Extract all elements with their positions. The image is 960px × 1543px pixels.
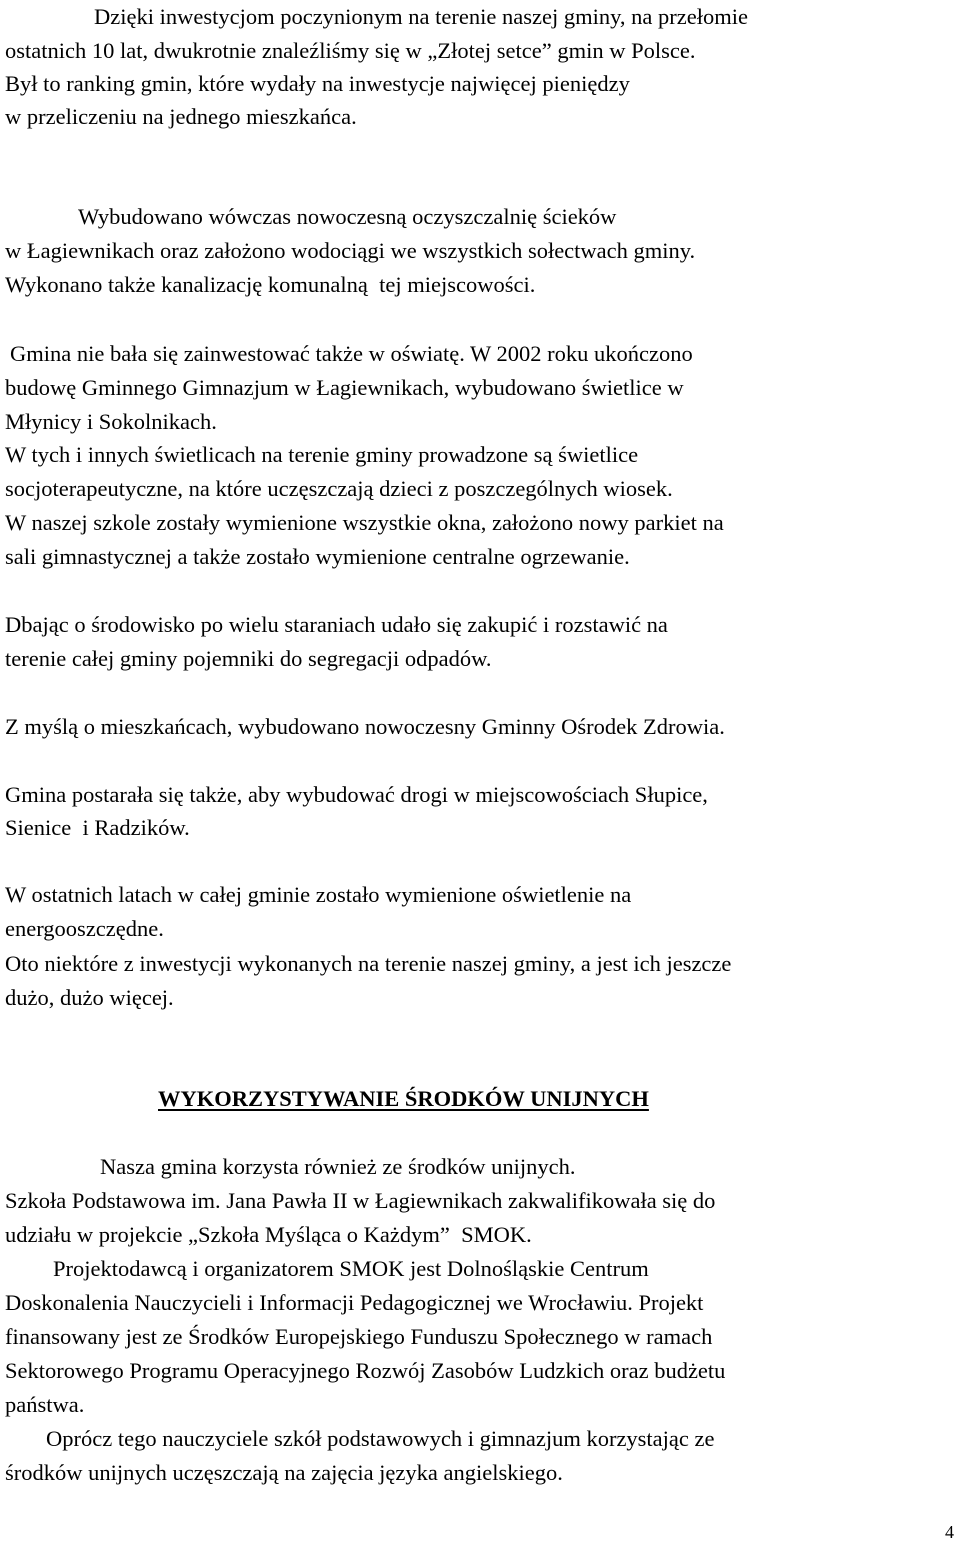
text-line: Sektorowego Programu Operacyjnego Rozwój Zasobów Ludzkich oraz budżetu — [5, 1358, 726, 1383]
text-line: budowę Gminnego Gimnazjum w Łagiewnikach, wybudowano świetlice w — [5, 375, 684, 400]
text-line: Gmina nie bała się zainwestować także w oświatę. W 2002 roku ukończono — [10, 341, 693, 366]
text-line: socjoterapeutyczne, na które uczęszczają dzieci z poszczególnych wiosek. — [5, 476, 673, 501]
text-line: Z myślą o mieszkańcach, wybudowano nowoczesny Gminny Ośrodek Zdrowia. — [5, 714, 725, 739]
text-line: W naszej szkole zostały wymienione wszystkie okna, założono nowy parkiet na — [5, 510, 724, 535]
text-line: Sienice i Radzików. — [5, 815, 190, 840]
page-number: 4 — [945, 1522, 954, 1542]
text-line: finansowany jest ze Środków Europejskiego Funduszu Społecznego w ramach — [5, 1324, 713, 1349]
text-line: środków unijnych uczęszczają na zajęcia języka angielskiego. — [5, 1460, 563, 1485]
text-line: Oprócz tego nauczyciele szkół podstawowych i gimnazjum korzystając ze — [46, 1426, 715, 1451]
text-line: terenie całej gminy pojemniki do segregacji odpadów. — [5, 646, 492, 671]
text-line: Dzięki inwestycjom poczynionym na terenie naszej gminy, na przełomie — [94, 4, 748, 29]
text-line: w Łagiewnikach oraz założono wodociągi we wszystkich sołectwach gminy. — [5, 238, 696, 263]
text-line: Gmina postarała się także, aby wybudować drogi w miejscowościach Słupice, — [5, 782, 708, 807]
text-line: Projektodawcą i organizatorem SMOK jest Dolnośląskie Centrum — [53, 1256, 649, 1281]
text-line: W ostatnich latach w całej gminie zostało wymienione oświetlenie na — [5, 882, 632, 907]
text-line: sali gimnastycznej a także zostało wymienione centralne ogrzewanie. — [5, 544, 630, 569]
text-line: państwa. — [5, 1392, 85, 1417]
text-line: w przeliczeniu na jednego mieszkańca. — [5, 104, 357, 129]
section-heading: WYKORZYSTYWANIE ŚRODKÓW UNIJNYCH — [158, 1086, 649, 1111]
text-line: Szkoła Podstawowa im. Jana Pawła II w Łagiewnikach zakwalifikowała się do — [5, 1188, 716, 1213]
text-line: Młynicy i Sokolnikach. — [5, 409, 217, 434]
text-line: ostatnich 10 lat, dwukrotnie znaleźliśmy się w „Złotej setce” gmin w Polsce. — [5, 38, 696, 63]
text-line: W tych i innych świetlicach na terenie gminy prowadzone są świetlice — [5, 442, 639, 467]
text-line: Wykonano także kanalizację komunalną tej miejscowości. — [5, 272, 536, 297]
text-line: Dbając o środowisko po wielu staraniach udało się zakupić i rozstawić na — [5, 612, 668, 637]
text-line: udziału w projekcie „Szkoła Myśląca o Każdym” SMOK. — [5, 1222, 532, 1247]
text-line: energooszczędne. — [5, 916, 164, 941]
text-line: Oto niektóre z inwestycji wykonanych na terenie naszej gminy, a jest ich jeszcze — [5, 951, 732, 976]
text-line: Nasza gmina korzysta również ze środków unijnych. — [100, 1154, 576, 1179]
text-line: Wybudowano wówczas nowoczesną oczyszczalnię ścieków — [78, 204, 617, 229]
text-line: Był to ranking gmin, które wydały na inwestycje najwięcej pieniędzy — [5, 71, 630, 96]
text-line: dużo, dużo więcej. — [5, 985, 174, 1010]
text-line: Doskonalenia Nauczycieli i Informacji Pedagogicznej we Wrocławiu. Projekt — [5, 1290, 704, 1315]
